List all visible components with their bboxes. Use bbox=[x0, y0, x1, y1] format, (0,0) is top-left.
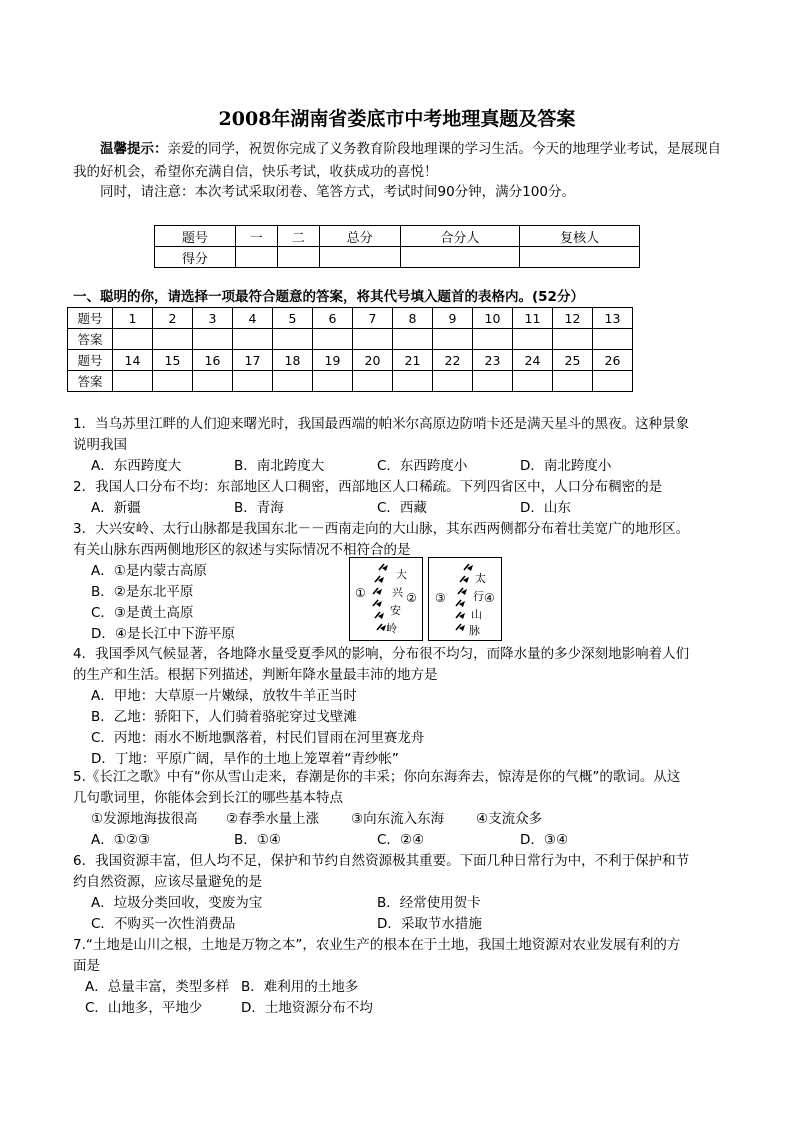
question-text: 几句歌词里，你能体会到长江的哪些基本特点 bbox=[73, 790, 343, 806]
question-number-cell: 22 bbox=[433, 350, 473, 371]
answer-cell[interactable] bbox=[433, 329, 473, 350]
answer-cell[interactable] bbox=[233, 329, 273, 350]
score-cell[interactable] bbox=[319, 247, 400, 268]
section1-heading: 一、聪明的你，请选择一项最符合题意的答案，将其代号填入题首的表格内。(52分） bbox=[73, 289, 584, 305]
answer-cell[interactable] bbox=[593, 329, 633, 350]
score-header-cell: 合分人 bbox=[400, 226, 520, 247]
question-text: 说明我国 bbox=[73, 437, 127, 453]
row-label-number: 题号 bbox=[68, 350, 113, 371]
score-header-cell: 题号 bbox=[155, 226, 236, 247]
map-region-label: ④ bbox=[484, 591, 495, 605]
option-d[interactable]: D．③④ bbox=[520, 832, 569, 848]
answer-cell[interactable] bbox=[113, 329, 153, 350]
option-b[interactable]: B．②是东北平原 bbox=[91, 584, 194, 600]
question-text: 5.《长江之歌》中有“你从雪山走来，春潮是你的丰采；你向东海奔去，惊涛是你的气概”的歌词。从这 bbox=[73, 769, 681, 785]
question-number-cell: 19 bbox=[313, 350, 353, 371]
answer-cell[interactable] bbox=[113, 371, 153, 392]
question-number-cell: 8 bbox=[393, 308, 433, 329]
question-text: 约自然资源，应该尽量避免的是 bbox=[73, 874, 262, 890]
question-number-cell: 1 bbox=[113, 308, 153, 329]
map-char: 兴 bbox=[392, 586, 403, 599]
question-number-cell: 16 bbox=[193, 350, 233, 371]
score-header-cell: 复核人 bbox=[520, 226, 640, 247]
answer-cell[interactable] bbox=[273, 329, 313, 350]
score-table bbox=[154, 225, 640, 268]
score-table-score-row bbox=[155, 247, 640, 268]
question-number-cell: 23 bbox=[473, 350, 513, 371]
page-title: 2008年湖南省娄底市中考地理真题及答案 bbox=[218, 108, 576, 130]
answer-cell[interactable] bbox=[473, 371, 513, 392]
answer-cell[interactable] bbox=[273, 371, 313, 392]
statement-row bbox=[73, 808, 723, 829]
option-b[interactable]: B．乙地：骄阳下，人们骑着骆驼穿过戈壁滩 bbox=[91, 709, 357, 725]
score-cell[interactable] bbox=[400, 247, 520, 268]
question-number-cell: 21 bbox=[393, 350, 433, 371]
option-a[interactable]: A．甲地：大草原一片嫩绿，放牧牛羊正当时 bbox=[91, 688, 357, 704]
map-char: 岭 bbox=[386, 622, 397, 635]
option-b[interactable]: B．青海 bbox=[234, 500, 284, 516]
option-row bbox=[73, 455, 723, 476]
answer-cell[interactable] bbox=[313, 371, 353, 392]
score-header-cell: 总分 bbox=[319, 226, 400, 247]
option-d[interactable]: D．土地资源分布不均 bbox=[241, 1000, 373, 1016]
option-c[interactable]: C．东西跨度小 bbox=[377, 458, 468, 474]
question-text: 面是 bbox=[73, 958, 100, 974]
option-c[interactable]: C．山地多，平地少 bbox=[85, 1000, 203, 1016]
question-text: 的生产和生活。根据下列描述，判断年降水量最丰沛的地方是 bbox=[73, 667, 438, 683]
question-6 bbox=[73, 850, 723, 934]
answer-cell[interactable] bbox=[193, 329, 233, 350]
option-a[interactable]: A．①是内蒙古高原 bbox=[91, 563, 207, 579]
question-number-cell: 5 bbox=[273, 308, 313, 329]
score-row-label: 得分 bbox=[155, 247, 236, 268]
question-2 bbox=[73, 476, 723, 518]
question-number-cell: 7 bbox=[353, 308, 393, 329]
answer-cell[interactable] bbox=[193, 371, 233, 392]
question-number-cell: 13 bbox=[593, 308, 633, 329]
answer-cell[interactable] bbox=[353, 329, 393, 350]
question-5 bbox=[73, 766, 723, 850]
question-number-cell: 14 bbox=[113, 350, 153, 371]
option-a[interactable]: A．垃圾分类回收，变废为宝 bbox=[91, 895, 263, 911]
question-text: 6．我国资源丰富，但人均不足，保护和节约自然资源极其重要。下面几种日常行为中，不利于保护和节 bbox=[73, 853, 690, 869]
row-label-answer: 答案 bbox=[68, 371, 113, 392]
answer-table-number-row bbox=[68, 350, 633, 371]
option-a[interactable]: A．新疆 bbox=[91, 500, 141, 516]
question-number-cell: 18 bbox=[273, 350, 313, 371]
answer-cell[interactable] bbox=[393, 371, 433, 392]
question-text: 3．大兴安岭、太行山脉都是我国东北－－西南走向的大山脉，其东西两侧都分布着壮美宽广的地形区。 bbox=[73, 521, 690, 537]
answer-cell[interactable] bbox=[433, 371, 473, 392]
score-table-header-row bbox=[155, 226, 640, 247]
score-header-cell: 二 bbox=[277, 226, 319, 247]
map-char: 脉 bbox=[469, 624, 480, 637]
question-number-cell: 4 bbox=[233, 308, 273, 329]
intro-notice: 同时，请注意：本次考试采取闭卷、笔答方式，考试时间90分钟，满分100分。 bbox=[100, 184, 575, 200]
question-number-cell: 26 bbox=[593, 350, 633, 371]
question-number-cell: 3 bbox=[193, 308, 233, 329]
map-char: 太 bbox=[475, 572, 486, 585]
option-row bbox=[73, 892, 723, 913]
tip-text: 亲爱的同学，祝贺你完成了义务教育阶段地理课的学习生活。今天的地理学业考试，是展现自我的好机会，希望你充满自信，快乐考试，收获成功的喜悦！ bbox=[73, 141, 721, 180]
question-text: 7.“土地是山川之根，土地是万物之本”，农业生产的根本在于土地，我国土地资源对农业发展有利的方 bbox=[73, 937, 681, 953]
answer-cell[interactable] bbox=[313, 329, 353, 350]
option-c[interactable]: C．丙地：雨水不断地飘落着，村民们冒雨在河里赛龙舟 bbox=[91, 730, 425, 746]
question-number-cell: 17 bbox=[233, 350, 273, 371]
answer-cell[interactable] bbox=[513, 371, 553, 392]
option-c[interactable]: C．西藏 bbox=[377, 500, 427, 516]
answer-cell[interactable] bbox=[233, 371, 273, 392]
option-d[interactable]: D．采取节水措施 bbox=[377, 916, 482, 932]
map-region-label: ② bbox=[406, 591, 417, 605]
option-c[interactable]: C．③是黄土高原 bbox=[91, 605, 194, 621]
question-text: 2．我国人口分布不均：东部地区人口稠密，西部地区人口稀疏。下列四省区中，人口分布稠密的是 bbox=[73, 479, 663, 495]
statement-2: ②春季水量上涨 bbox=[226, 811, 320, 827]
option-d[interactable]: D．山东 bbox=[520, 500, 571, 516]
option-d[interactable]: D．④是长江中下游平原 bbox=[91, 626, 235, 642]
score-cell[interactable] bbox=[235, 247, 277, 268]
option-row bbox=[73, 913, 723, 934]
question-text: 4．我国季风气候显著，各地降水量受夏季风的影响，分布很不均匀，而降水量的多少深刻地影响着人们 bbox=[73, 646, 690, 662]
option-a[interactable]: A．①②③ bbox=[91, 832, 151, 848]
option-d[interactable]: D．丁地：平原广阔，旱作的土地上笼罩着“青纱帐” bbox=[91, 751, 399, 767]
answer-cell[interactable] bbox=[393, 329, 433, 350]
option-row bbox=[73, 997, 723, 1018]
question-number-cell: 24 bbox=[513, 350, 553, 371]
option-b[interactable]: B．南北跨度大 bbox=[234, 458, 325, 474]
option-c[interactable]: C．不购买一次性消费品 bbox=[91, 916, 236, 932]
score-cell[interactable] bbox=[520, 247, 640, 268]
option-b[interactable]: B．难利用的土地多 bbox=[241, 979, 359, 995]
question-number-cell: 6 bbox=[313, 308, 353, 329]
map-char: 行 bbox=[473, 590, 484, 603]
question-number-cell: 12 bbox=[553, 308, 593, 329]
answer-cell[interactable] bbox=[353, 371, 393, 392]
question-text: 1．当乌苏里江畔的人们迎来曙光时，我国最西端的帕米尔高原边防哨卡还是满天星斗的黑夜。这种景象 bbox=[73, 416, 690, 432]
map-char: 山 bbox=[471, 608, 482, 621]
answer-table bbox=[67, 307, 633, 392]
map-taihangshan bbox=[428, 557, 502, 641]
row-label-number: 题号 bbox=[68, 308, 113, 329]
answer-cell[interactable] bbox=[153, 371, 193, 392]
intro-tip bbox=[73, 138, 723, 184]
answer-table-number-row bbox=[68, 308, 633, 329]
option-b[interactable]: B．经常使用贺卡 bbox=[377, 895, 481, 911]
option-a[interactable]: A．总量丰富，类型多样 bbox=[85, 979, 230, 995]
answer-cell[interactable] bbox=[473, 329, 513, 350]
answer-table-answer-row bbox=[68, 329, 633, 350]
mountain-maps bbox=[349, 557, 504, 641]
question-7 bbox=[73, 934, 723, 1018]
tip-label: 温馨提示： bbox=[100, 141, 168, 157]
question-number-cell: 2 bbox=[153, 308, 193, 329]
question-number-cell: 15 bbox=[153, 350, 193, 371]
score-header-cell: 一 bbox=[235, 226, 277, 247]
question-text: 有关山脉东西两侧地形区的叙述与实际情况不相符合的是 bbox=[73, 542, 411, 558]
question-number-cell: 11 bbox=[513, 308, 553, 329]
map-region-label: ③ bbox=[435, 591, 446, 605]
map-daxinganling bbox=[349, 557, 423, 641]
option-b[interactable]: B．①④ bbox=[234, 832, 281, 848]
option-d[interactable]: D．南北跨度小 bbox=[520, 458, 612, 474]
question-number-cell: 9 bbox=[433, 308, 473, 329]
answer-cell[interactable] bbox=[593, 371, 633, 392]
statement-3: ③向东流入东海 bbox=[351, 811, 445, 827]
answer-cell[interactable] bbox=[513, 329, 553, 350]
answer-table-answer-row bbox=[68, 371, 633, 392]
option-row bbox=[73, 976, 723, 997]
answer-cell[interactable] bbox=[153, 329, 193, 350]
statement-1: ①发源地海拔很高 bbox=[91, 811, 198, 827]
map-char: 大 bbox=[396, 568, 407, 581]
option-a[interactable]: A．东西跨度大 bbox=[91, 458, 182, 474]
option-row bbox=[73, 829, 723, 850]
question-number-cell: 10 bbox=[473, 308, 513, 329]
question-4 bbox=[73, 643, 723, 769]
score-cell[interactable] bbox=[277, 247, 319, 268]
map-region-label: ① bbox=[355, 586, 366, 600]
answer-cell[interactable] bbox=[553, 329, 593, 350]
row-label-answer: 答案 bbox=[68, 329, 113, 350]
question-number-cell: 20 bbox=[353, 350, 393, 371]
map-char: 安 bbox=[390, 604, 401, 617]
option-c[interactable]: C．②④ bbox=[377, 832, 425, 848]
option-row bbox=[73, 497, 723, 518]
question-number-cell: 25 bbox=[553, 350, 593, 371]
answer-cell[interactable] bbox=[553, 371, 593, 392]
question-1 bbox=[73, 413, 723, 476]
statement-4: ④支流众多 bbox=[476, 811, 543, 827]
